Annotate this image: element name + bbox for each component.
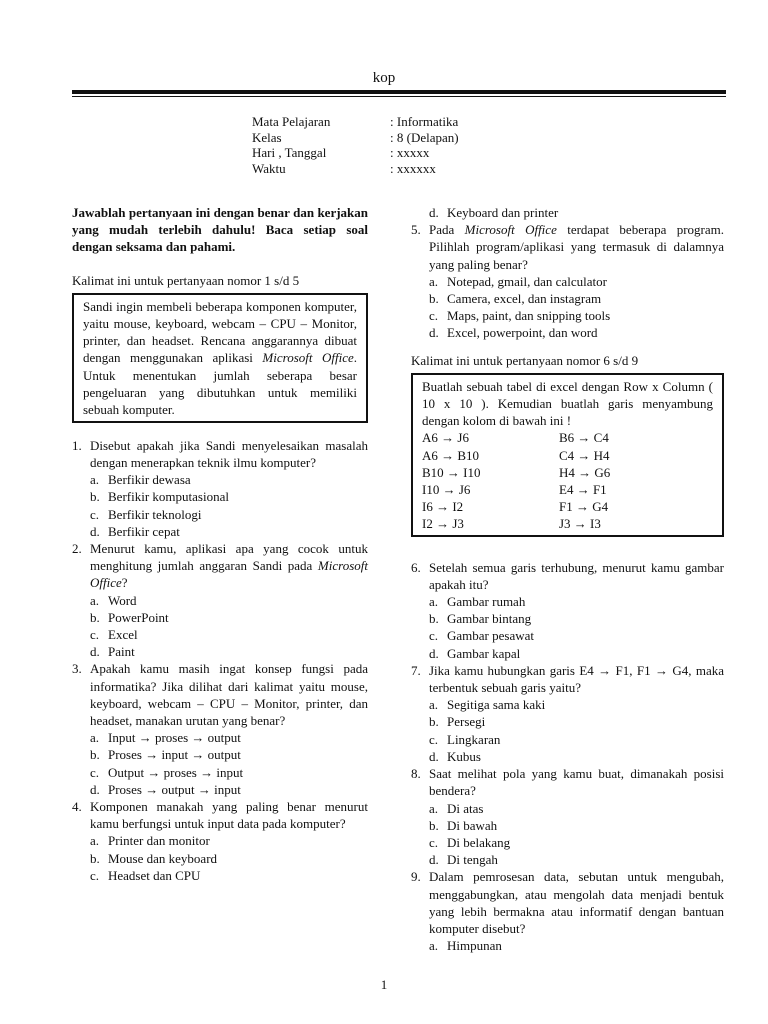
- option-text: Maps, paint, dan snipping tools: [447, 308, 611, 324]
- question-3: [72, 660, 368, 729]
- option-text: Di atas: [447, 800, 484, 816]
- option-letter: b.: [90, 609, 100, 625]
- question-text: Apakah kamu masih ingat konsep fungsi pada informatika? Jika dilihat dari kalimat yaitu mouse, keyboard, webcam – CPU – Monitor, printer, dan headset, manakan urutan yang benar?: [90, 661, 368, 729]
- option-letter: a.: [429, 697, 439, 713]
- question-text-part: Menurut kamu, aplikasi apa yang cocok untuk menghitung jumlah anggaran Sandi pada: [90, 541, 368, 574]
- option-text: Kubus: [447, 748, 481, 764]
- option[interactable]: [429, 834, 724, 851]
- option[interactable]: [90, 609, 368, 626]
- meta-value: : Informatika: [390, 114, 459, 129]
- pair-left: A6 → B10: [422, 447, 480, 463]
- option-text: Lingkaran: [447, 731, 501, 747]
- option-letter: a.: [90, 592, 100, 608]
- pair-right: B6 → C4: [559, 430, 609, 446]
- question-7-options: [411, 696, 724, 765]
- instructions: Jawablah pertanyaan ini dengan benar dan kerjakan yang mudah terlebih dahulu! Baca setiap soal dengan seksama dan pahami.: [72, 205, 368, 255]
- option-text: Paint: [108, 644, 135, 660]
- option-text: Excel: [108, 627, 138, 643]
- question-2-options: [72, 592, 368, 661]
- option[interactable]: [90, 781, 368, 798]
- option-text: Mouse dan keyboard: [108, 850, 218, 866]
- option-text: Gambar pesawat: [447, 628, 534, 644]
- question-number: 5.: [411, 222, 421, 238]
- question-number: 9.: [411, 869, 421, 885]
- line-pairs: [422, 429, 713, 532]
- option-text: Printer dan monitor: [108, 833, 210, 849]
- question-number: 7.: [411, 662, 421, 678]
- option[interactable]: [429, 593, 724, 610]
- pair-left: I6 → I2: [422, 499, 464, 515]
- right-column: [411, 204, 724, 954]
- question-number: 4.: [72, 799, 82, 815]
- option-text: Di belakang: [447, 834, 511, 850]
- option-text: Himpunan: [447, 938, 502, 954]
- option[interactable]: [90, 626, 368, 643]
- option[interactable]: [90, 850, 368, 867]
- option-text: Gambar rumah: [447, 594, 526, 610]
- passage-2-label: Kalimat ini untuk pertanyaan nomor 6 s/d 9: [411, 352, 639, 368]
- question-8-options: [411, 800, 724, 869]
- question-number: 8.: [411, 766, 421, 782]
- meta-label: Waktu: [252, 160, 286, 176]
- passage-2-text: Buatlah sebuah tabel di excel dengan Row x Column ( 10 x 10 ). Kemudian buatlah garis menyambung dengan kolom di bawah ini !: [422, 378, 713, 429]
- question-8: [411, 765, 724, 799]
- option-letter: c.: [90, 867, 100, 883]
- option[interactable]: [429, 204, 724, 221]
- option-letter: a.: [429, 938, 439, 954]
- meta-label: Mata Pelajaran: [252, 114, 331, 129]
- option-letter: a.: [90, 730, 100, 746]
- question-text: Jika kamu hubungkan garis E4 → F1, F1 → G4, maka terbentuk sebuah garis yaitu?: [429, 662, 724, 696]
- exam-meta: [252, 114, 592, 176]
- question-text: [90, 540, 368, 592]
- option[interactable]: [90, 523, 368, 540]
- passage-1-text: Sandi ingin membeli beberapa komponen komputer, yaitu mouse, keyboard, webcam – CPU – Monitor, printer, dan headset. Rencana anggarannya dibuat dengan menggunakan aplikasi: [83, 298, 357, 366]
- option-letter: b.: [90, 489, 100, 505]
- option-letter: d.: [429, 748, 439, 764]
- option-letter: d.: [429, 325, 439, 341]
- page-number: 1: [380, 977, 388, 992]
- option[interactable]: [429, 290, 724, 307]
- question-text: [429, 221, 724, 273]
- meta-row: [252, 114, 592, 130]
- option-letter: d.: [429, 205, 439, 220]
- option[interactable]: [429, 307, 724, 324]
- meta-label: Kelas: [252, 129, 282, 145]
- option-text: Berfikir teknologi: [108, 506, 202, 522]
- option-letter: a.: [90, 472, 100, 488]
- option-text: Proses → output → input: [108, 781, 241, 797]
- meta-label: Hari , Tanggal: [252, 145, 327, 160]
- option-text: Berfikir dewasa: [108, 472, 191, 488]
- pair-right: J3 → I3: [559, 516, 601, 532]
- question-text-em: Microsoft Office: [464, 222, 557, 238]
- meta-row: [252, 145, 592, 161]
- option[interactable]: [90, 471, 368, 488]
- option[interactable]: [429, 645, 724, 662]
- meta-value: : xxxxxx: [390, 160, 436, 176]
- option-letter: c.: [90, 627, 100, 643]
- option[interactable]: [90, 832, 368, 849]
- question-4-options-continued: [411, 204, 724, 221]
- meta-row: [252, 130, 592, 146]
- option-letter: c.: [429, 628, 439, 644]
- passage-1-label: Kalimat ini untuk pertanyaan nomor 1 s/d 5: [72, 272, 300, 288]
- option-letter: d.: [90, 644, 100, 660]
- passage-1-em: Microsoft Office: [262, 350, 354, 366]
- option-letter: c.: [429, 308, 439, 324]
- option-letter: c.: [90, 764, 100, 780]
- option-text: Notepad, gmail, dan calculator: [447, 273, 607, 289]
- pair-right: C4 → H4: [559, 447, 610, 463]
- question-text-part: terdapat beberapa program. Pilihlah program/aplikasi yang termasuk di dalamnya yang paling benar?: [429, 222, 724, 272]
- question-text: Disebut apakah jika Sandi menyelesaikan masalah dengan menerapkan teknik ilmu komputer?: [90, 437, 368, 471]
- question-number: 2.: [72, 541, 82, 557]
- option[interactable]: [90, 488, 368, 505]
- option-letter: a.: [90, 833, 100, 849]
- option[interactable]: [429, 731, 724, 748]
- question-text: Setelah semua garis terhubung, menurut kamu gambar apakah itu?: [429, 559, 724, 592]
- option[interactable]: [429, 713, 724, 730]
- question-text: Saat melihat pola yang kamu buat, dimanakah posisi bendera?: [429, 766, 724, 799]
- option-text: Headset dan CPU: [108, 867, 201, 883]
- question-5-options: [411, 273, 724, 342]
- question-number: 6.: [411, 559, 421, 575]
- option[interactable]: [90, 592, 368, 609]
- left-column: [72, 204, 368, 884]
- header-rule-thin: [72, 96, 726, 97]
- option-text: Word: [108, 592, 137, 608]
- pair-left: A6 → J6: [422, 430, 469, 446]
- option-letter: a.: [429, 273, 439, 289]
- option[interactable]: [90, 506, 368, 523]
- option-letter: b.: [429, 817, 439, 833]
- option[interactable]: [90, 729, 368, 746]
- option-letter: c.: [429, 834, 439, 850]
- option[interactable]: [429, 696, 724, 713]
- meta-value: : xxxxx: [390, 145, 430, 160]
- question-number: 3.: [72, 661, 82, 677]
- option-text: Proses → input → output: [108, 747, 241, 763]
- question-6: [411, 559, 724, 593]
- pair-left: I10 → J6: [422, 482, 471, 498]
- option-text: Keyboard dan printer: [447, 205, 559, 220]
- question-text-em: Microsoft Office: [90, 558, 368, 591]
- option[interactable]: [429, 748, 724, 765]
- question-text-part: ?: [121, 575, 128, 591]
- option-text: Gambar kapal: [447, 645, 521, 661]
- meta-value: : 8 (Delapan): [390, 129, 459, 145]
- option-text: Segitiga sama kaki: [447, 697, 546, 713]
- option-letter: d.: [429, 645, 439, 661]
- option-text: Output → proses → input: [108, 764, 244, 780]
- question-4-options: [72, 832, 368, 884]
- option-letter: b.: [429, 611, 439, 627]
- passage-1-box: [72, 293, 368, 423]
- option[interactable]: [90, 746, 368, 763]
- question-text-part: Pada: [429, 222, 465, 238]
- question-text: Komponen manakah yang paling benar menurut kamu berfungsi untuk input data pada komputer?: [90, 799, 368, 832]
- option-letter: b.: [90, 850, 100, 866]
- option-letter: c.: [429, 731, 439, 747]
- question-9: [411, 868, 724, 937]
- question-1: [72, 437, 368, 471]
- question-7: [411, 662, 724, 696]
- option-text: Camera, excel, dan instagram: [447, 291, 602, 307]
- option[interactable]: [429, 937, 724, 954]
- option[interactable]: [90, 643, 368, 660]
- option-letter: d.: [90, 523, 100, 539]
- option-letter: b.: [429, 714, 439, 730]
- passage-1-text: . Untuk menentukan jumlah seberapa besar pengeluaran yang dibutuhkan untuk memiliki sebuah komputer.: [83, 350, 357, 418]
- question-4: [72, 798, 368, 832]
- question-5: [411, 221, 724, 273]
- option-letter: c.: [90, 506, 100, 522]
- option[interactable]: [429, 610, 724, 627]
- question-2: [72, 540, 368, 592]
- question-9-options: [411, 937, 724, 954]
- option-text: PowerPoint: [108, 609, 169, 625]
- kop-title: kop: [372, 70, 396, 86]
- header-rule-thick: [72, 90, 726, 94]
- pair-left: B10 → I10: [422, 464, 481, 480]
- pair-right: E4 → F1: [559, 482, 607, 498]
- option-text: Di tengah: [447, 852, 498, 868]
- question-6-options: [411, 593, 724, 662]
- option-text: Di bawah: [447, 817, 498, 833]
- option-text: Berfikir cepat: [108, 523, 180, 539]
- option-text: Berfikir komputasional: [108, 489, 229, 505]
- pair-right: H4 → G6: [559, 464, 611, 480]
- option-text: Input → proses → output: [108, 730, 241, 746]
- option-text: Persegi: [447, 714, 486, 730]
- option-letter: d.: [90, 781, 100, 797]
- question-3-options: [72, 729, 368, 798]
- passage-2-box: [411, 373, 724, 537]
- option[interactable]: [90, 764, 368, 781]
- option-letter: a.: [429, 594, 439, 610]
- question-1-options: [72, 471, 368, 540]
- pair-right: F1 → G4: [559, 499, 609, 515]
- option-letter: b.: [429, 291, 439, 307]
- option[interactable]: [429, 627, 724, 644]
- option[interactable]: [90, 867, 368, 884]
- option[interactable]: [429, 817, 724, 834]
- option[interactable]: [429, 800, 724, 817]
- pair-left: I2 → J3: [422, 516, 464, 532]
- option[interactable]: [429, 851, 724, 868]
- question-number: 1.: [72, 437, 82, 453]
- question-text: Dalam pemrosesan data, sebutan untuk mengubah, menggabungkan, atau mengolah data menjadi bentuk yang lebih bermakna atau informatif dengan bantuan komputer disebut?: [429, 869, 724, 936]
- option-letter: d.: [429, 852, 439, 868]
- option-text: Excel, powerpoint, dan word: [447, 325, 598, 341]
- option[interactable]: [429, 324, 724, 341]
- option-letter: b.: [90, 747, 100, 763]
- option-text: Gambar bintang: [447, 611, 532, 627]
- meta-row: [252, 161, 592, 177]
- option-letter: a.: [429, 800, 439, 816]
- option[interactable]: [429, 273, 724, 290]
